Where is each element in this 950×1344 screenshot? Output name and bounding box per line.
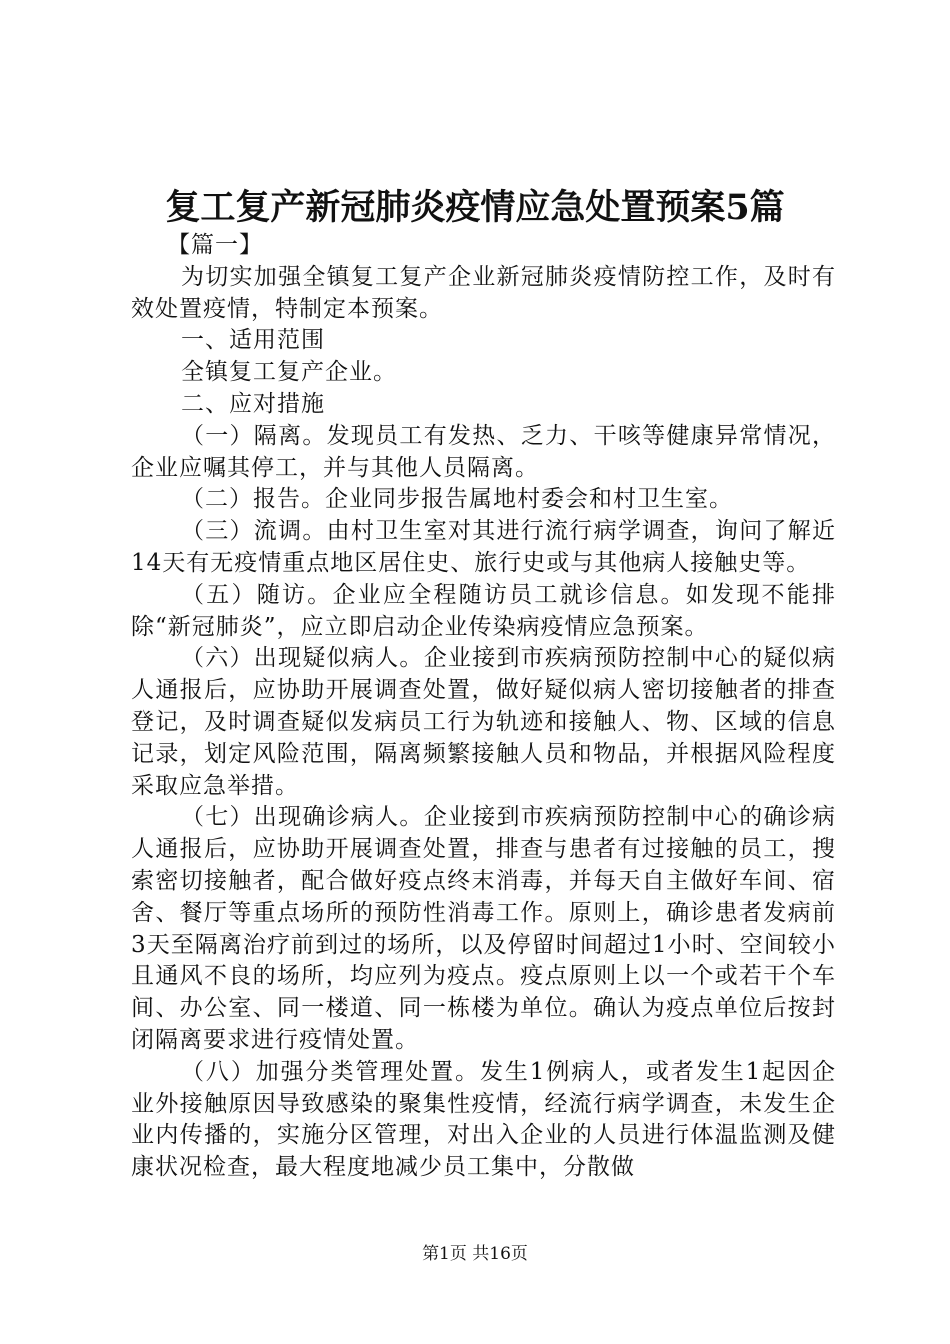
section-heading: 一、适用范围 [181,327,325,354]
document-title: 复工复产新冠肺炎疫情应急处置预案5篇 [165,187,785,228]
section-heading: 二、应对措施 [181,390,325,417]
paragraph: （一）隔离。发现员工有发热、乏力、干咳等健康异常情况，企业应嘱其停工，并与其他人员隔离。 [131,422,836,481]
paragraph: （二）报告。企业同步报告属地村委会和村卫生室。 [181,486,733,513]
paragraph: 为切实加强全镇复工复产企业新冠肺炎疫情防控工作，及时有效处置疫情，特制定本预案。 [131,263,836,322]
paragraph: （七）出现确诊病人。企业接到市疾病预防控制中心的确诊病人通报后，应协助开展调查处置，排查与患者有过接触的员工，搜索密切接触者，配合做好疫点终末消毒，并每天自主做好车间、宿舍、餐厅等重点场所的预防性消毒工作。原则上，确诊患者发病前3天至隔离治疗前到过的场所，以及停留时间超过1小时、空间较小且通风不良的场所，均应列为疫点。疫点原则上以一个或若干个车间、办公室、同一楼道、同一栋楼为单位。确认为疫点单位后按封闭隔离要求进行疫情处置。 [131,804,836,1053]
paragraph: （三）流调。由村卫生室对其进行流行病学调查，询问了解近14天有无疫情重点地区居住史、旅行史或与其他病人接触史等。 [131,518,836,576]
page-number: 第1页 共16页 [422,1244,528,1264]
paragraph: 全镇复工复产企业。 [181,359,397,386]
document-body [131,230,836,1184]
paragraph: （五）随访。企业应全程随访员工就诊信息。如发现不能排除“新冠肺炎”，应立即启动企业传染病疫情应急预案。 [131,581,836,640]
section-heading: 【篇一】 [167,232,263,258]
paragraph: （六）出现疑似病人。企业接到市疾病预防控制中心的疑似病人通报后，应协助开展调查处置，做好疑似病人密切接触者的排查登记，及时调查疑似发病员工行为轨迹和接触人、物、区域的信息记录，划定风险范围，隔离频繁接触人员和物品，并根据风险程度采取应急举措。 [131,645,836,799]
paragraph: （八）加强分类管理处置。发生1例病人，或者发生1起因企业外接触原因导致感染的聚集性疫情，经流行病学调查，未发生企业内传播的，实施分区管理，对出入企业的人员进行体温监测及健康状况检查，最大程度地减少员工集中，分散做 [131,1058,836,1181]
